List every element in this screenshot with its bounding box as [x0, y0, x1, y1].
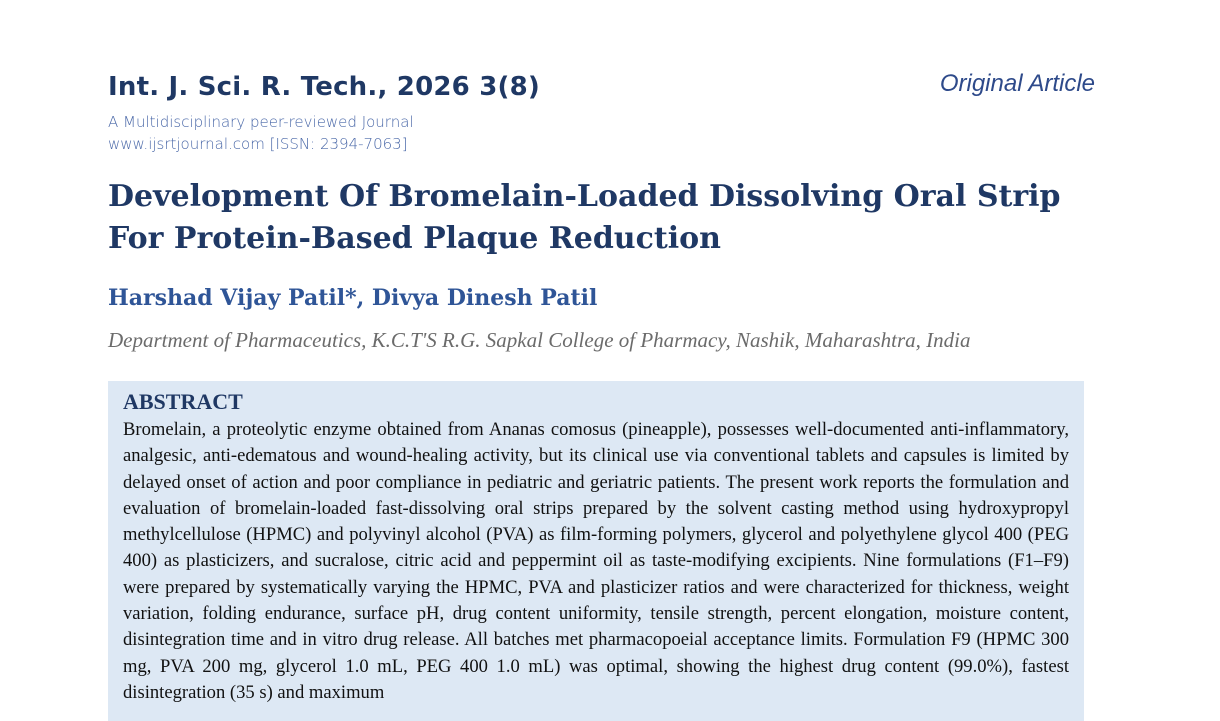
article-type-label: Original Article: [939, 70, 1095, 97]
abstract-text: Bromelain, a proteolytic enzyme obtained from Ananas comosus (pineapple), possesses well-documented anti-inflammatory, analgesic, anti-edematous and wound-healing activity, but its clinical use via conventional tablets and capsules is limited by delayed onset of action and poor compliance in pediatric and geriatric patients. The present work reports the formulation and evaluation of bromelain-loaded fast-dissolving oral strips prepared by the solvent casting method using hydroxypropyl methylcellulose (HPMC) and polyvinyl alcohol (PVA) as film-forming polymers, glycerol and polyethylene glycol 400 (PEG 400) as plasticizers, and sucralose, citric acid and peppermint oil as taste-modifying excipients. Nine formulations (F1–F9) were prepared by systematically varying the HPMC, PVA and plasticizer ratios and were characterized for thickness, weight variation, folding endurance, surface pH, drug content uniformity, tensile strength, percent elongation, moisture content, disintegration time and in vitro drug release. All batches met pharmacopoeial acceptance limits. Formulation F9 (HPMC 300 mg, PVA 200 mg, glycerol 1.0 mL, PEG 400 1.0 mL) was optimal, showing the highest drug content (99.0%), fastest disintegration (35 s) and maximum: [123, 419, 1069, 703]
journal-website: www.ijsrtjournal.com [ISSN: 2394-7063]: [108, 135, 408, 153]
author-list: Harshad Vijay Patil*, Divya Dinesh Patil: [108, 285, 598, 311]
abstract-section: [108, 381, 1084, 721]
author-affiliation: Department of Pharmaceutics, K.C.T'S R.G. Sapkal College of Pharmacy, Nashik, Maharashtra, India: [108, 328, 971, 352]
paper-title: Development Of Bromelain-Loaded Dissolving Oral Strip For Protein-Based Plaque Reduction: [108, 179, 1061, 256]
journal-title: Int. J. Sci. R. Tech., 2026 3(8): [108, 72, 540, 102]
journal-subtitle: A Multidisciplinary peer-reviewed Journal: [108, 113, 414, 131]
abstract-heading: ABSTRACT: [123, 389, 243, 414]
